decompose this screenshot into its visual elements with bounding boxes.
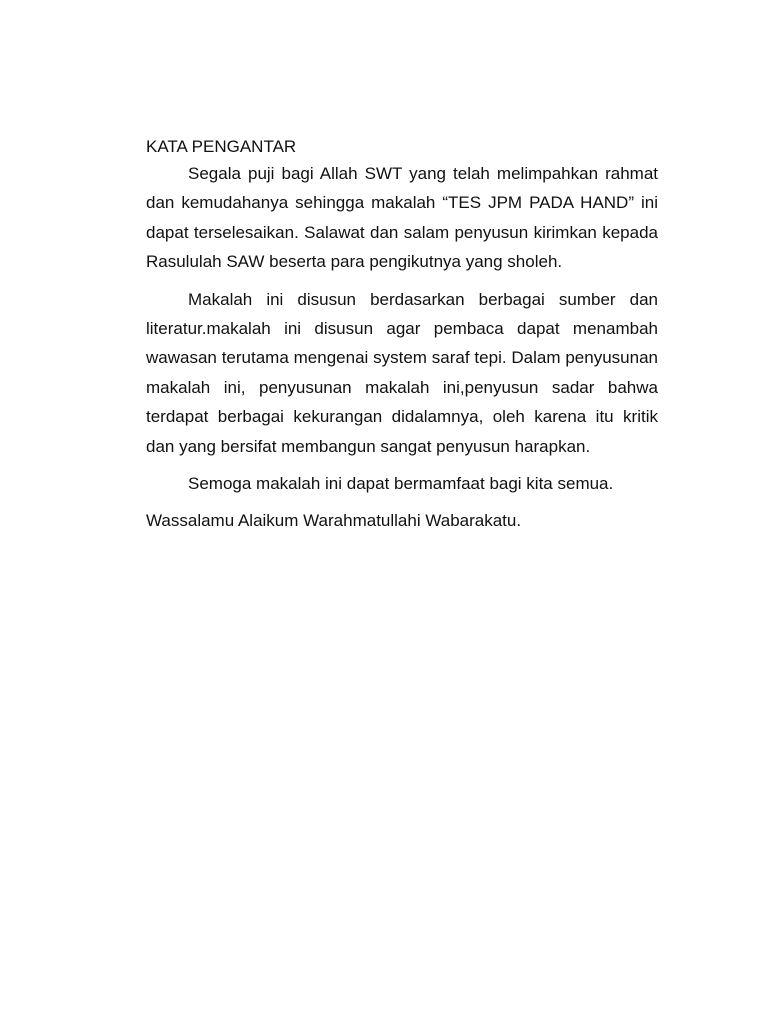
- closing-greeting: Wassalamu Alaikum Warahmatullahi Wabarakatu.: [146, 511, 522, 531]
- paragraph-hope: Semoga makalah ini dapat bermamfaat bagi kita semua.: [188, 474, 614, 494]
- document-body: [146, 135, 658, 536]
- paragraph-purpose: Makalah ini disusun berdasarkan berbagai sumber dan literatur.makalah ini disusun agar pembaca dapat menambah wawasan terutama mengenai system saraf tepi. Dalam penyusunan makalah ini, penyusunan makalah ini,penyusun sadar bahwa terdapat berbagai kekurangan didalamnya, oleh karena itu kritik dan yang bersifat membangun sangat penyusun harapkan.: [146, 289, 658, 456]
- paragraph-opening: Segala puji bagi Allah SWT yang telah melimpahkan rahmat dan kemudahanya sehingga makalah “TES JPM PADA HAND” ini dapat terselesaikan. Salawat dan salam penyusun kirimkan kepada Rasululah SAW beserta para pengikutnya yang sholeh.: [146, 164, 658, 272]
- page-title: KATA PENGANTAR: [146, 137, 297, 156]
